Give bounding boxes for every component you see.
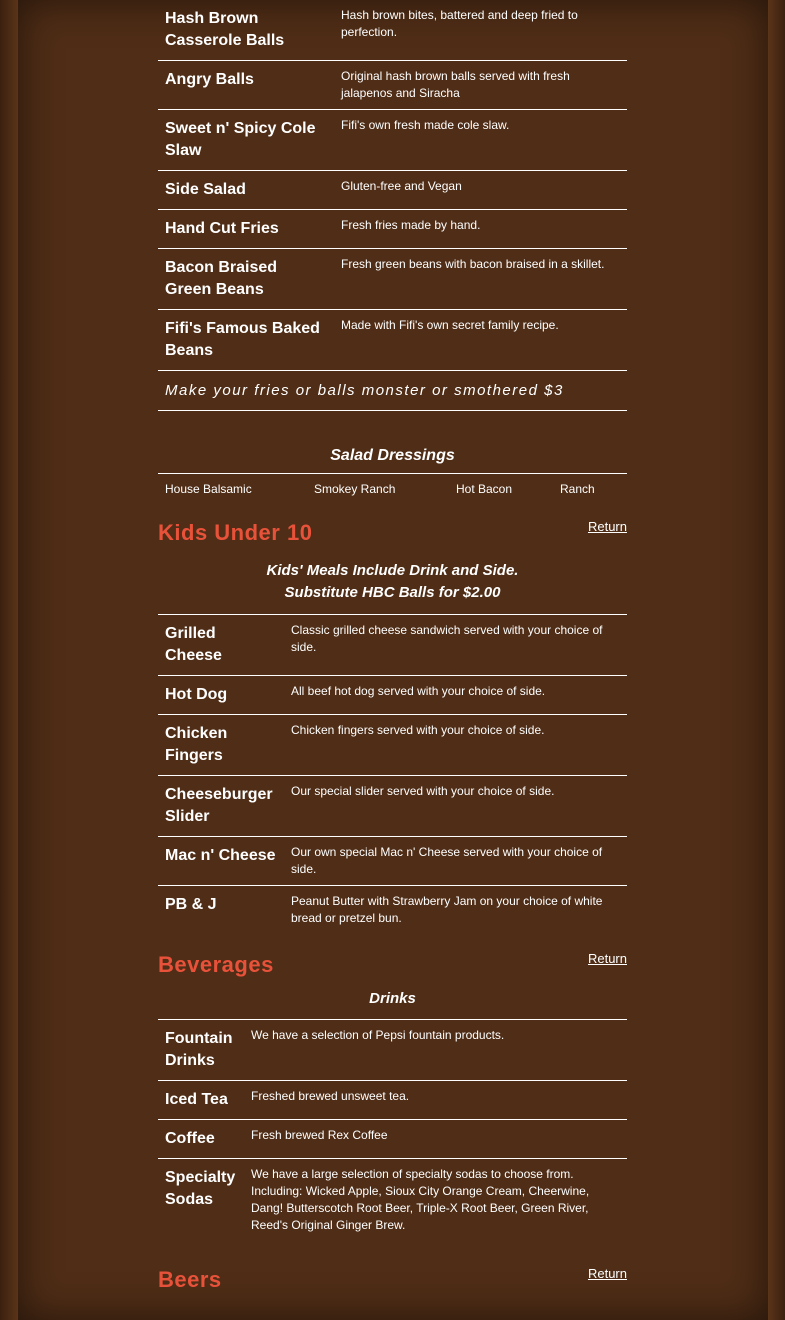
table-row — [158, 0, 627, 61]
return-link[interactable]: Return — [587, 951, 627, 966]
dressing-item: Hot Bacon — [456, 482, 513, 496]
table-row — [158, 171, 627, 210]
table-row — [158, 776, 627, 837]
table-row — [158, 249, 627, 310]
dressing-item: Ranch — [560, 482, 595, 496]
table-row — [158, 110, 627, 171]
section-title: Beverages — [158, 952, 274, 977]
section-title: Kids Under 10 — [158, 520, 313, 545]
beers-section-header — [158, 1263, 627, 1303]
item-description: Original hash brown balls served with fresh jalapenos and Siracha — [333, 61, 627, 110]
table-row — [158, 615, 627, 676]
dressing-item: House Balsamic — [165, 482, 252, 496]
table-row — [158, 715, 627, 776]
sides-table — [158, 0, 627, 411]
table-row — [158, 1159, 627, 1242]
menu-content — [158, 0, 627, 1303]
item-name: Coffee — [158, 1120, 243, 1159]
item-description: Our own special Mac n' Cheese served with your choice of side. — [283, 837, 627, 886]
item-name: Side Salad — [158, 171, 333, 210]
table-row — [158, 1020, 627, 1081]
dressings-title: Salad Dressings — [158, 439, 627, 474]
table-row — [158, 676, 627, 715]
item-description: Chicken fingers served with your choice of side. — [283, 715, 627, 776]
sides-note-row — [158, 371, 627, 411]
left-wood-border — [0, 0, 18, 1320]
item-description: Fresh green beans with bacon braised in a skillet. — [333, 249, 627, 310]
item-description: Fresh fries made by hand. — [333, 210, 627, 249]
item-name: Cheeseburger Slider — [158, 776, 283, 837]
item-description: We have a large selection of specialty sodas to choose from. Including: Wicked Apple, Sioux City Orange Cream, Cheerwine, Dang! Butterscotch Root Beer, Triple-X Root Beer, Green River, Reed's Original Ginger Brew. — [251, 1167, 590, 1232]
table-row — [158, 210, 627, 249]
table-row — [158, 310, 627, 371]
return-link[interactable]: Return — [587, 519, 627, 534]
kids-section-header — [158, 516, 627, 556]
table-row — [158, 1081, 627, 1120]
item-name: Hot Dog — [158, 676, 283, 715]
item-name: Fifi's Famous Baked Beans — [158, 310, 333, 371]
item-description: Hash brown bites, battered and deep fried to perfection. — [333, 0, 627, 61]
item-name: Sweet n' Spicy Cole Slaw — [158, 110, 333, 171]
item-name: Mac n' Cheese — [158, 837, 283, 886]
beverages-table — [158, 1020, 627, 1241]
item-name: Iced Tea — [158, 1081, 243, 1120]
kids-subtitle — [158, 556, 627, 615]
item-description: Our special slider served with your choice of side. — [283, 776, 627, 837]
sides-note: Make your fries or balls monster or smothered $3 — [158, 371, 627, 411]
item-description: Peanut Butter with Strawberry Jam on your choice of white bread or pretzel bun. — [291, 894, 603, 925]
item-name: Hand Cut Fries — [158, 210, 333, 249]
item-name: Grilled Cheese — [158, 615, 283, 676]
dressings-list — [158, 474, 627, 504]
table-row — [158, 61, 627, 110]
right-wood-border — [768, 0, 785, 1320]
item-description: Fifi's own fresh made cole slaw. — [333, 110, 627, 171]
item-name: Angry Balls — [158, 61, 333, 110]
item-description: We have a selection of Pepsi fountain products. — [243, 1020, 627, 1081]
item-name: Specialty Sodas — [165, 1169, 236, 1208]
item-description: Gluten-free and Vegan — [333, 171, 627, 210]
item-name: Bacon Braised Green Beans — [158, 249, 333, 310]
table-row — [158, 886, 627, 935]
item-name: Fountain Drinks — [158, 1020, 243, 1081]
return-link[interactable]: Return — [587, 1266, 627, 1281]
item-description: All beef hot dog served with your choice of side. — [283, 676, 627, 715]
table-row — [158, 1120, 627, 1159]
item-name: PB & J — [165, 896, 217, 913]
item-name: Hash Brown Casserole Balls — [158, 0, 333, 61]
kids-subtitle-line: Kids' Meals Include Drink and Side. — [266, 562, 519, 579]
item-description: Made with Fifi's own secret family recipe. — [333, 310, 627, 371]
dressing-item: Smokey Ranch — [314, 482, 396, 496]
item-description: Fresh brewed Rex Coffee — [243, 1120, 627, 1159]
item-name: Chicken Fingers — [158, 715, 283, 776]
item-description: Classic grilled cheese sandwich served with your choice of side. — [283, 615, 627, 676]
table-row — [158, 837, 627, 886]
item-description: Freshed brewed unsweet tea. — [243, 1081, 627, 1120]
section-title: Beers — [158, 1267, 222, 1292]
kids-subtitle-line: Substitute HBC Balls for $2.00 — [284, 584, 501, 601]
kids-table — [158, 615, 627, 934]
beverages-subtitle: Drinks — [158, 988, 627, 1020]
beverages-section-header — [158, 948, 627, 988]
